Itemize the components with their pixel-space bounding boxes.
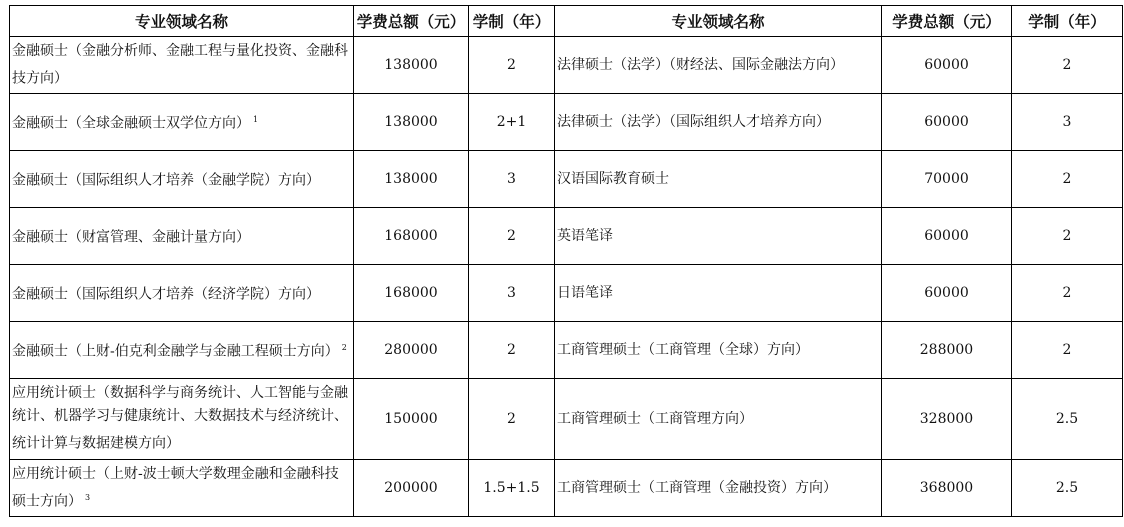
program-name-cell	[10, 265, 354, 322]
program-name-cell	[10, 379, 354, 460]
header-name-left: 专业领域名称	[10, 6, 354, 37]
years-cell: 2+1	[469, 94, 555, 151]
program-name-cell: 工商管理硕士（工商管理（全球）方向）	[555, 322, 882, 379]
years-cell: 2	[469, 208, 555, 265]
table-row	[10, 265, 1123, 322]
fee-cell: 60000	[882, 37, 1012, 94]
program-name-cell	[10, 208, 354, 265]
tuition-table	[9, 5, 1123, 517]
table-row	[10, 151, 1123, 208]
header-fee-right: 学费总额（元）	[882, 6, 1012, 37]
program-name-cell: 工商管理硕士（工商管理方向）	[555, 379, 882, 460]
table-row	[10, 208, 1123, 265]
years-cell: 2	[1012, 151, 1123, 208]
fee-cell: 138000	[354, 37, 469, 94]
fee-cell: 368000	[882, 460, 1012, 517]
years-cell: 2.5	[1012, 379, 1123, 460]
years-cell: 2	[469, 379, 555, 460]
table-row	[10, 379, 1123, 460]
fee-cell: 138000	[354, 151, 469, 208]
fee-cell: 328000	[882, 379, 1012, 460]
years-cell: 2	[1012, 322, 1123, 379]
years-cell: 3	[1012, 94, 1123, 151]
fee-cell: 280000	[354, 322, 469, 379]
program-name: 金融硕士（全球金融硕士双学位方向）	[12, 115, 250, 132]
table-row	[10, 37, 1123, 94]
program-name-cell: 法律硕士（法学）（财经法、国际金融法方向）	[555, 37, 882, 94]
program-name-cell: 工商管理硕士（工商管理（金融投资）方向）	[555, 460, 882, 517]
table-row	[10, 460, 1123, 517]
table-row	[10, 322, 1123, 379]
footnote-marker: 2	[341, 343, 347, 353]
program-name: 金融硕士（国际组织人才培养（经济学院）方向）	[12, 286, 320, 303]
fee-cell: 138000	[354, 94, 469, 151]
years-cell: 3	[469, 151, 555, 208]
program-name-cell	[10, 151, 354, 208]
program-name: 金融硕士（金融分析师、金融工程与量化投资、金融科技方向）	[12, 42, 348, 87]
program-name: 金融硕士（国际组织人才培养（金融学院）方向）	[12, 172, 320, 189]
header-years-right: 学制（年）	[1012, 6, 1123, 37]
fee-cell: 60000	[882, 94, 1012, 151]
fee-cell: 168000	[354, 208, 469, 265]
program-name: 金融硕士（上财-伯克利金融学与金融工程硕士方向）	[12, 343, 339, 360]
footnote-marker: 3	[85, 492, 91, 502]
table-row	[10, 94, 1123, 151]
footnote-marker: 1	[253, 115, 259, 125]
program-name-cell	[10, 94, 354, 151]
header-row	[10, 6, 1123, 37]
years-cell: 2	[469, 37, 555, 94]
fee-cell: 60000	[882, 265, 1012, 322]
program-name-cell	[10, 460, 354, 517]
years-cell: 2	[469, 322, 555, 379]
program-name-cell: 法律硕士（法学）（国际组织人才培养方向）	[555, 94, 882, 151]
program-name-cell	[10, 322, 354, 379]
fee-cell: 168000	[354, 265, 469, 322]
years-cell: 3	[469, 265, 555, 322]
program-name-cell: 汉语国际教育硕士	[555, 151, 882, 208]
program-name: 应用统计硕士（上财-波士顿大学数理金融和金融科技硕士方向）	[12, 465, 339, 510]
program-name: 应用统计硕士（数据科学与商务统计、人工智能与金融统计、机器学习与健康统计、大数据技术与经济统计、统计计算与数据建模方向）	[12, 385, 348, 452]
header-name-right: 专业领域名称	[555, 6, 882, 37]
program-name-cell: 日语笔译	[555, 265, 882, 322]
program-name: 金融硕士（财富管理、金融计量方向）	[12, 229, 250, 246]
header-fee-left: 学费总额（元）	[354, 6, 469, 37]
program-name-cell	[10, 37, 354, 94]
fee-cell: 70000	[882, 151, 1012, 208]
fee-cell: 60000	[882, 208, 1012, 265]
years-cell: 2.5	[1012, 460, 1123, 517]
program-name-cell: 英语笔译	[555, 208, 882, 265]
fee-cell: 150000	[354, 379, 469, 460]
years-cell: 1.5+1.5	[469, 460, 555, 517]
years-cell: 2	[1012, 37, 1123, 94]
fee-cell: 200000	[354, 460, 469, 517]
years-cell: 2	[1012, 208, 1123, 265]
header-years-left: 学制（年）	[469, 6, 555, 37]
years-cell: 2	[1012, 265, 1123, 322]
fee-cell: 288000	[882, 322, 1012, 379]
